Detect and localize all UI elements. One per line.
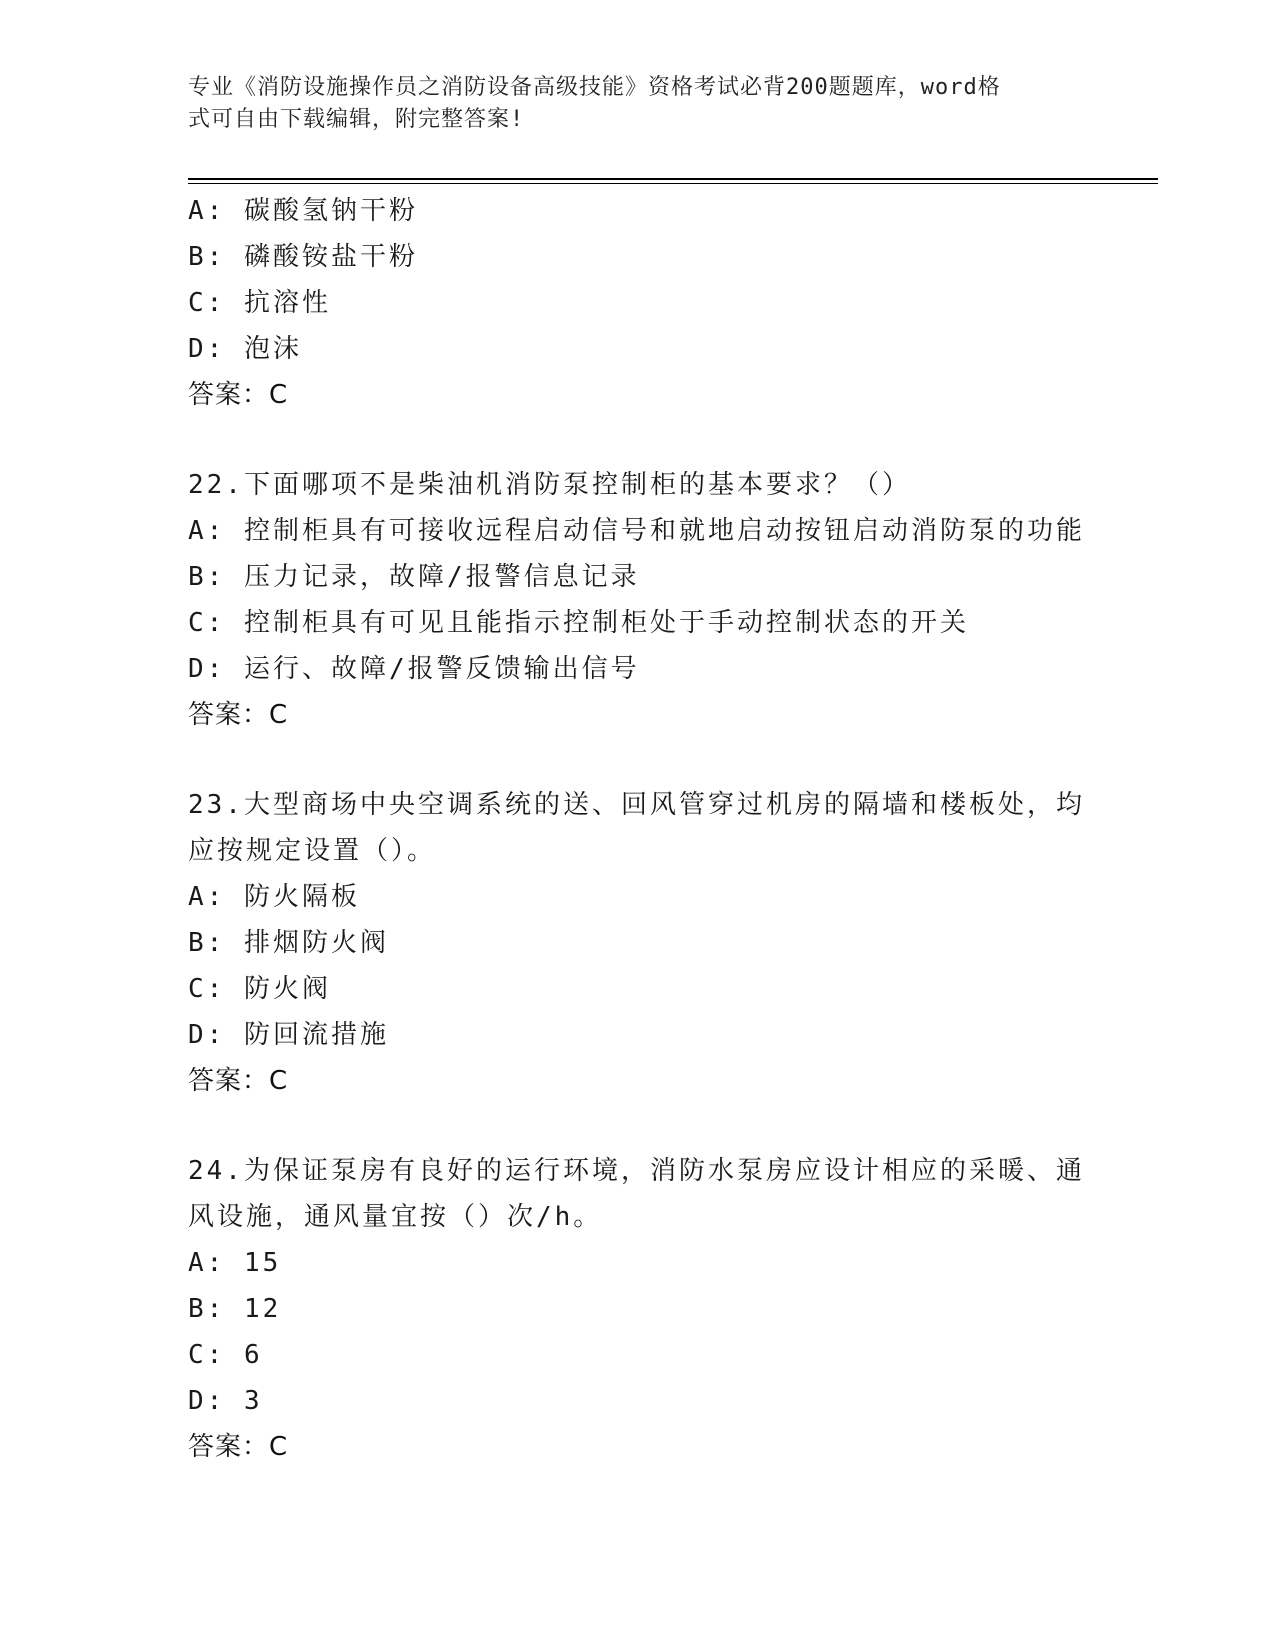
question-stem: 22.下面哪项不是柴油机消防泵控制柜的基本要求？（） [188,470,911,500]
option-d: D: 运行、故障/报警反馈输出信号 [188,654,640,684]
question-23 [188,782,1088,1104]
option-a: A: 15 [188,1248,282,1278]
header-line-2: 式可自由下载编辑，附完整答案! [188,107,525,132]
option-c: C: 防火阀 [188,974,331,1004]
option-c: C: 控制柜具有可见且能指示控制柜处于手动控制状态的开关 [188,608,969,638]
option-b: B: 压力记录，故障/报警信息记录 [188,562,640,592]
question-stem-line-2: 应按规定设置（）。 [188,836,437,866]
question-22 [188,462,1088,738]
question-stem-line-1: 24.为保证泵房有良好的运行环境，消防水泵房应设计相应的采暖、通 [188,1156,1085,1186]
answer: 答案：C [188,700,289,730]
option-d: D: 泡沫 [188,334,302,364]
option-c: C: 6 [188,1340,263,1370]
header-rule-thick [188,178,1158,180]
option-b: B: 12 [188,1294,282,1324]
answer: 答案：C [188,1432,289,1462]
question-list [188,188,1088,1470]
option-b: B: 排烟防火阀 [188,928,389,958]
option-d: D: 3 [188,1386,263,1416]
option-a: A: 控制柜具有可接收远程启动信号和就地启动按钮启动消防泵的功能 [188,516,1085,546]
question-21 [188,188,1088,418]
question-stem-line-1: 23.大型商场中央空调系统的送、回风管穿过机房的隔墙和楼板处，均 [188,790,1085,820]
spacer [188,418,1088,462]
header-line-1: 专业《消防设施操作员之消防设备高级技能》资格考试必背200题题库，word格 [188,75,1001,100]
option-d: D: 防回流措施 [188,1020,389,1050]
option-c: C: 抗溶性 [188,288,331,318]
document-header [188,72,1068,136]
option-b: B: 磷酸铵盐干粉 [188,242,418,272]
option-a: A: 防火隔板 [188,882,360,912]
spacer [188,1104,1088,1148]
question-24 [188,1148,1088,1470]
answer: 答案：C [188,380,289,410]
option-a: A: 碳酸氢钠干粉 [188,196,418,226]
spacer [188,738,1088,782]
answer: 答案：C [188,1066,289,1096]
header-rule-thin [188,183,1158,184]
question-stem-line-2: 风设施，通风量宜按（）次/h。 [188,1202,603,1232]
